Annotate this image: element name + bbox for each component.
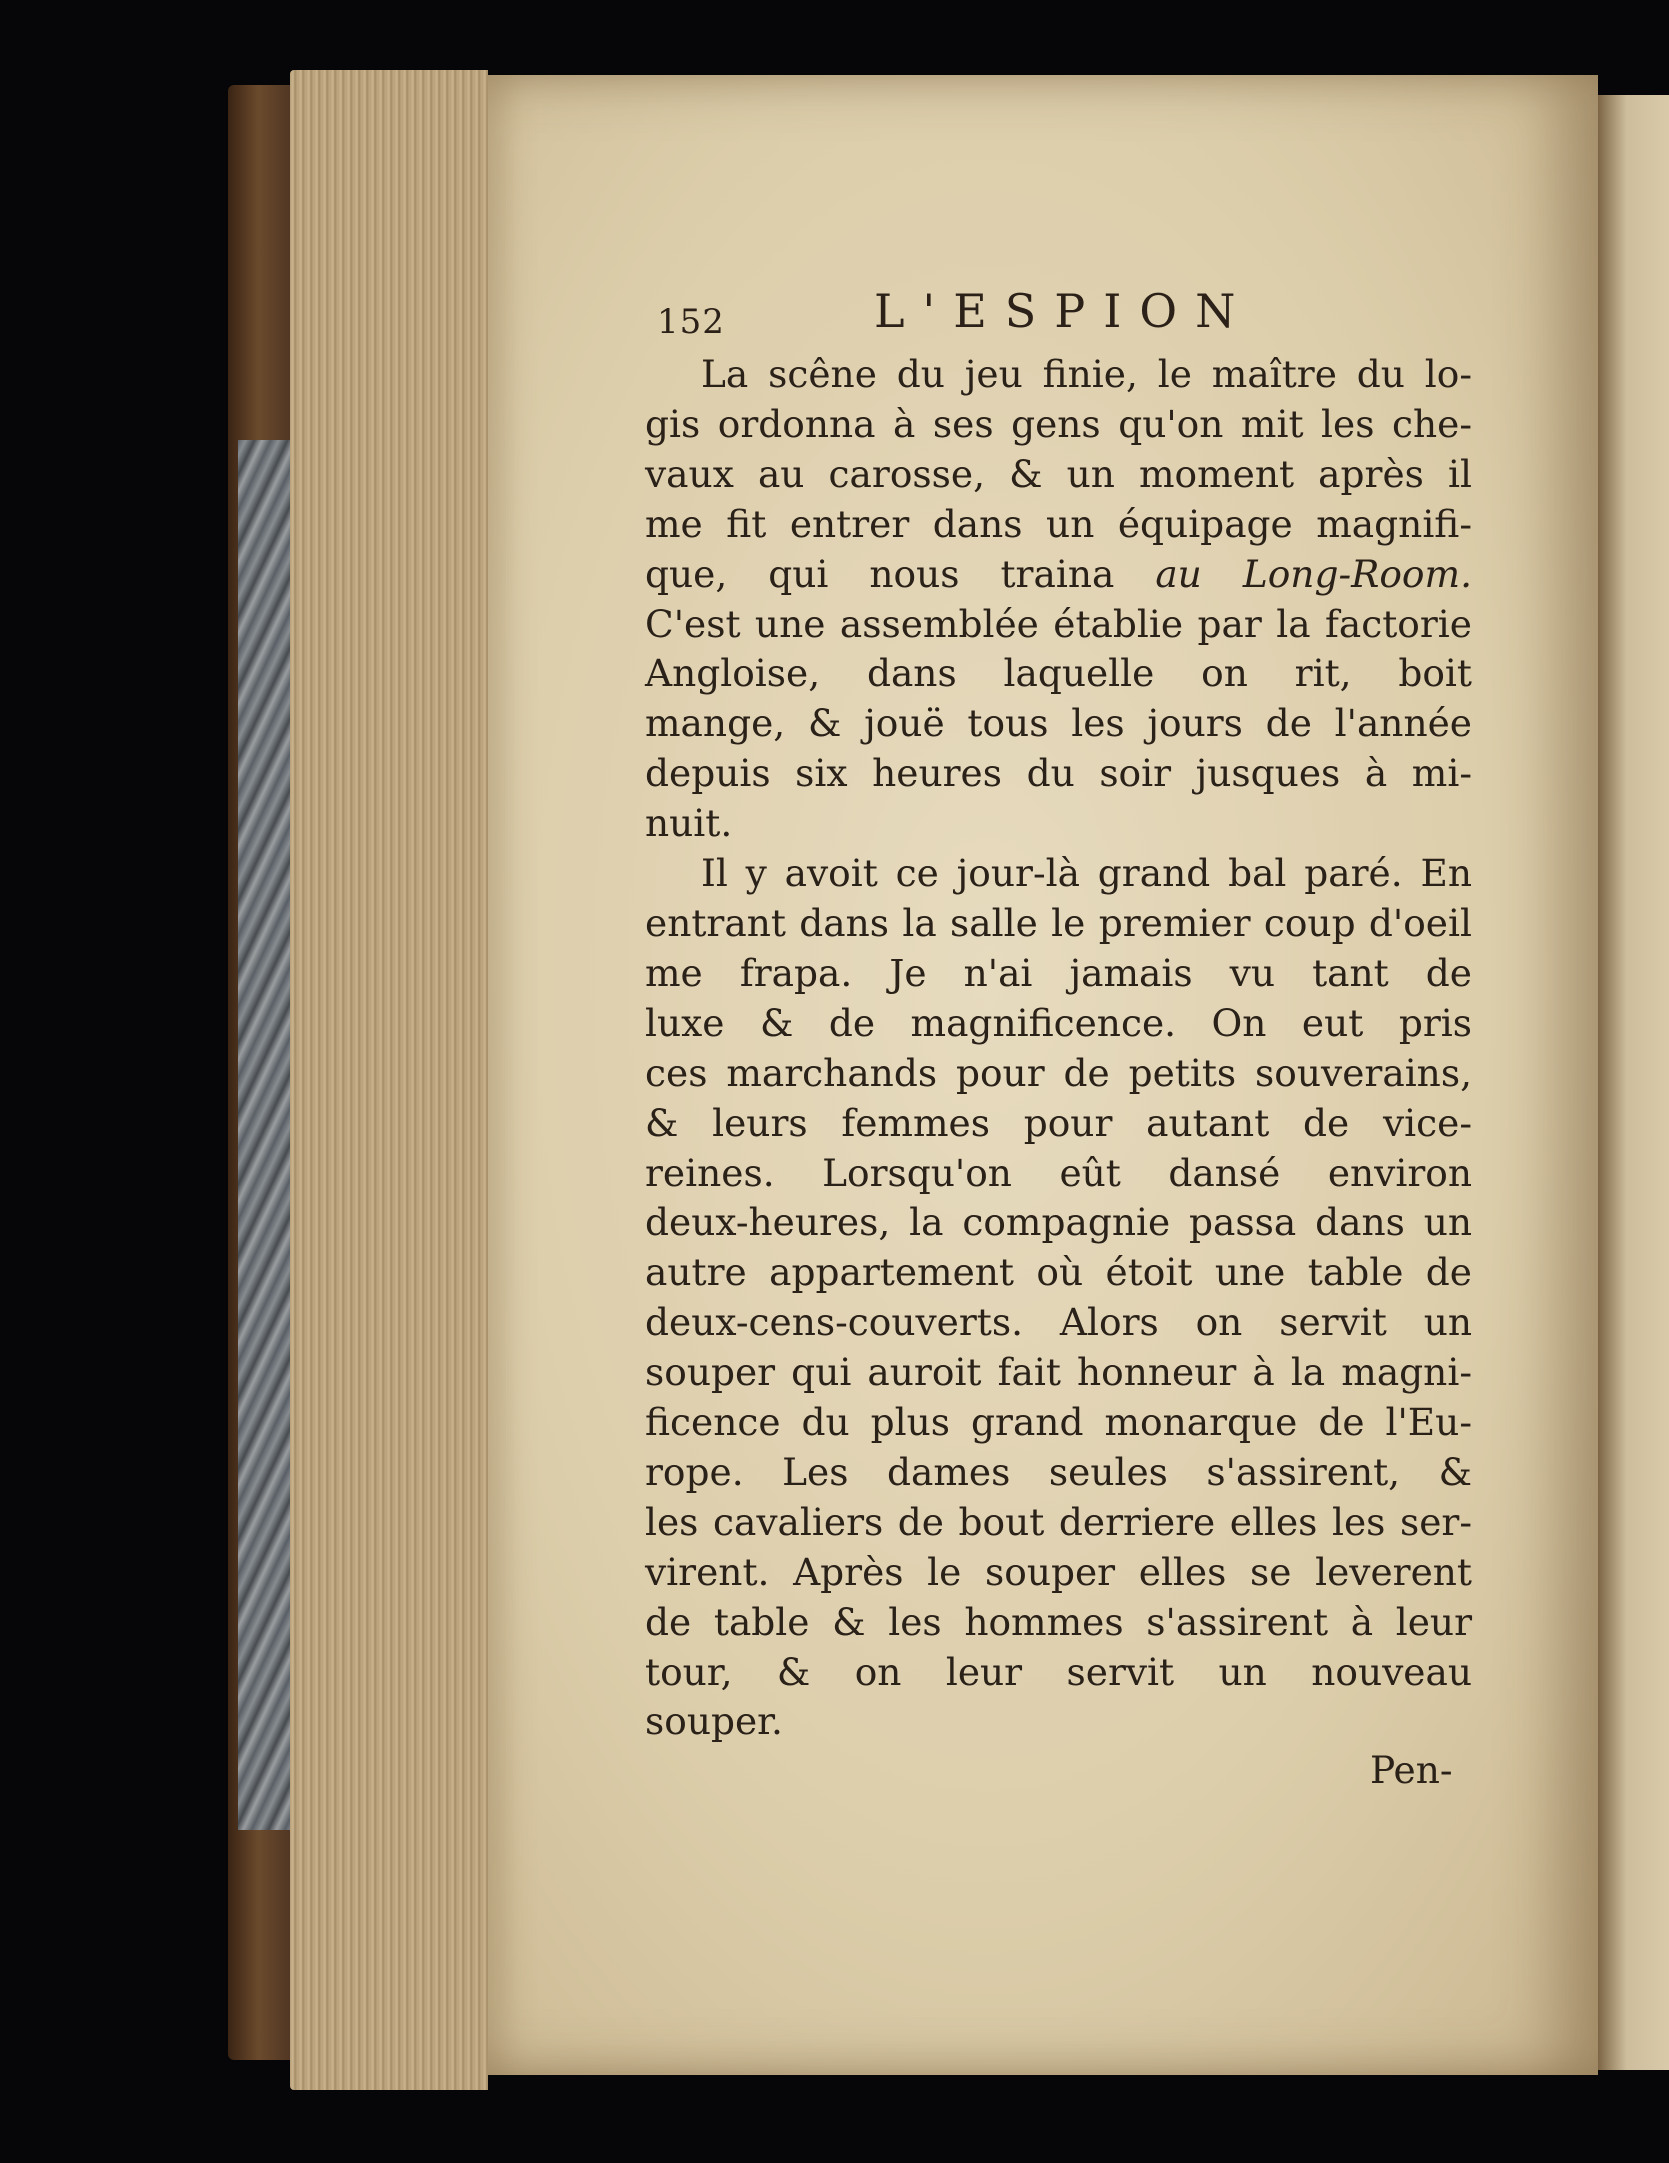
text-line: entrant dans la salle le premier coup d'oeil	[645, 900, 1472, 945]
text-line: rope. Les dames seules s'assirent, &	[645, 1449, 1472, 1494]
text-line: C'est une assemblée établie par la factorie	[645, 601, 1472, 646]
marbled-cover	[238, 440, 293, 1830]
text-line: Angloise, dans laquelle on rit, boit	[645, 651, 1472, 696]
text-line: de table & les hommes s'assirent à leur	[645, 1599, 1472, 1644]
body-text	[645, 350, 1472, 1747]
text-line: les cavaliers de bout derriere elles les ser-	[645, 1499, 1472, 1544]
page-header	[650, 282, 1450, 352]
paragraph-2	[645, 849, 1472, 1747]
catchword: Pen-	[1370, 1748, 1453, 1792]
page-number: 152	[657, 302, 725, 342]
text-line: virent. Après le souper elles se leverent	[645, 1549, 1472, 1594]
text-line: que, qui nous traina au Long-Room.	[645, 551, 1472, 596]
text-line: La scêne du jeu finie, le maître du lo-	[701, 352, 1472, 396]
text-line: deux-cens-couverts. Alors on servit un	[645, 1300, 1472, 1345]
text-line: deux-heures, la compagnie passa dans un	[645, 1200, 1472, 1245]
text-line: nuit.	[645, 801, 733, 846]
text-line: tour, & on leur servit un nouveau	[645, 1649, 1472, 1694]
italic-phrase: au Long-Room.	[1155, 551, 1472, 596]
text-line: mange, & jouë tous les jours de l'année	[645, 701, 1472, 746]
text-line: me fit entrer dans un équipage magnifi-	[645, 501, 1472, 546]
text-line: depuis six heures du soir jusques à mi-	[645, 751, 1472, 796]
page-edges	[290, 70, 488, 2090]
text-line: ficence du plus grand monarque de l'Eu-	[645, 1400, 1472, 1445]
text-line: gis ordonna à ses gens qu'on mit les che-	[645, 401, 1472, 446]
text-line: autre appartement où étoit une table de	[645, 1250, 1472, 1295]
text-line: souper.	[645, 1699, 783, 1744]
text-line: reines. Lorsqu'on eût dansé environ	[645, 1150, 1472, 1195]
text-line: Il y avoit ce jour-là grand bal paré. En	[701, 851, 1472, 896]
running-title: L'ESPION	[874, 284, 1254, 338]
text-line: luxe & de magnificence. On eut pris	[645, 1000, 1472, 1045]
text-line: & leurs femmes pour autant de vice-	[645, 1100, 1472, 1145]
text-line: souper qui auroit fait honneur à la magni-	[645, 1350, 1472, 1395]
paragraph-1	[645, 350, 1472, 849]
text-line: me frapa. Je n'ai jamais vu tant de	[645, 950, 1472, 995]
text-line: vaux au carosse, & un moment après il	[645, 451, 1472, 496]
text-line: ces marchands pour de petits souverains,	[645, 1050, 1472, 1095]
facing-page-edge	[1598, 95, 1669, 2070]
